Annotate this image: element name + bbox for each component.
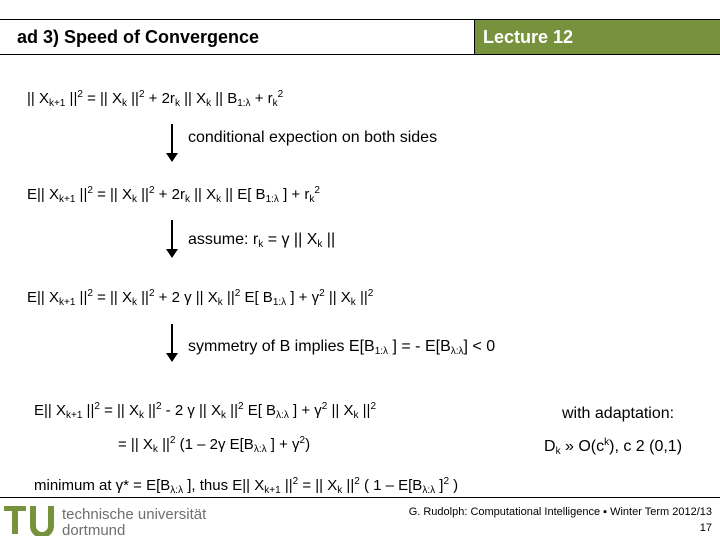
footer-divider bbox=[0, 497, 720, 498]
equation-5: = || $X_k$ $||^2$ (1 – 2γ $E[B_{\lambda:\lambda}$ ] + $\gamma^2$) bbox=[118, 435, 311, 455]
down-arrow-3 bbox=[171, 324, 173, 354]
note-assume: assume: $r_k = \gamma$ || $X_k$ || bbox=[188, 231, 336, 250]
lecture-label: Lecture 12 bbox=[483, 27, 574, 47]
equation-1: || $X_{k+1}$ $||^2$ = || $X_k$ $||^2 + 2r_k$ || $X_k$ || $B_{1:\lambda} + r_k^2$ bbox=[27, 89, 284, 109]
adaptation-title: with adaptation: bbox=[562, 405, 675, 422]
equation-4: E|| $X_{k+1}$ $||^2$ = || $X_k$ $||^2 - 2$ γ || $X_k$ $||^2$ E[ $B_{\lambda:\lambda}$ ] + $\gamma^2$ || $X_k$ $||^2$ bbox=[34, 401, 376, 421]
down-arrow-1 bbox=[171, 124, 173, 154]
equation-2: E|| $X_{k+1}$ $||^2$ = || $X_k$ $||^2 + 2r_k$ || $X_k$ || E[ $B_{1:\lambda}$ ] + $r_k^2$ bbox=[27, 185, 320, 205]
university-city: dortmund bbox=[62, 522, 126, 539]
footer-credit: G. Rudolph: Computational Intelligence ▪ Winter Term 2012/13 bbox=[408, 506, 712, 518]
note-symmetry: symmetry of B implies $E[B_{1:\lambda}$ ] = - $E[B_{\lambda:\lambda}] < 0$ bbox=[188, 338, 496, 357]
slide-title: ad 3) Speed of Convergence bbox=[17, 27, 260, 47]
header-title-box bbox=[0, 19, 476, 55]
note-conditional: conditional expection on both sides bbox=[188, 129, 438, 146]
university-name: technische universität bbox=[62, 506, 207, 523]
page-number: 17 bbox=[699, 522, 712, 534]
header-lecture-box bbox=[474, 19, 720, 55]
down-arrow-2 bbox=[171, 220, 173, 250]
tu-logo-icon bbox=[4, 502, 58, 536]
adaptation-formula: $D_k$ » $O(c^k)$, c 2 (0,1) bbox=[544, 437, 683, 457]
equation-3: E|| $X_{k+1}$ $||^2$ = || $X_k$ $||^2 + 2$ γ || $X_k$ $||^2$ E[ $B_{1:\lambda}$ ] + $\gamma^2$ || $X_k$ $||^2$ bbox=[27, 288, 374, 308]
equation-6: minimum at $\gamma* = E[B_{\lambda:\lambda}$ ], thus E|| $X_{k+1}$ $||^2$ = || $X_k$ $||^2$ ( $1 - E[B_{\lambda:\lambda}$ ]$^2$ ) bbox=[34, 476, 459, 496]
